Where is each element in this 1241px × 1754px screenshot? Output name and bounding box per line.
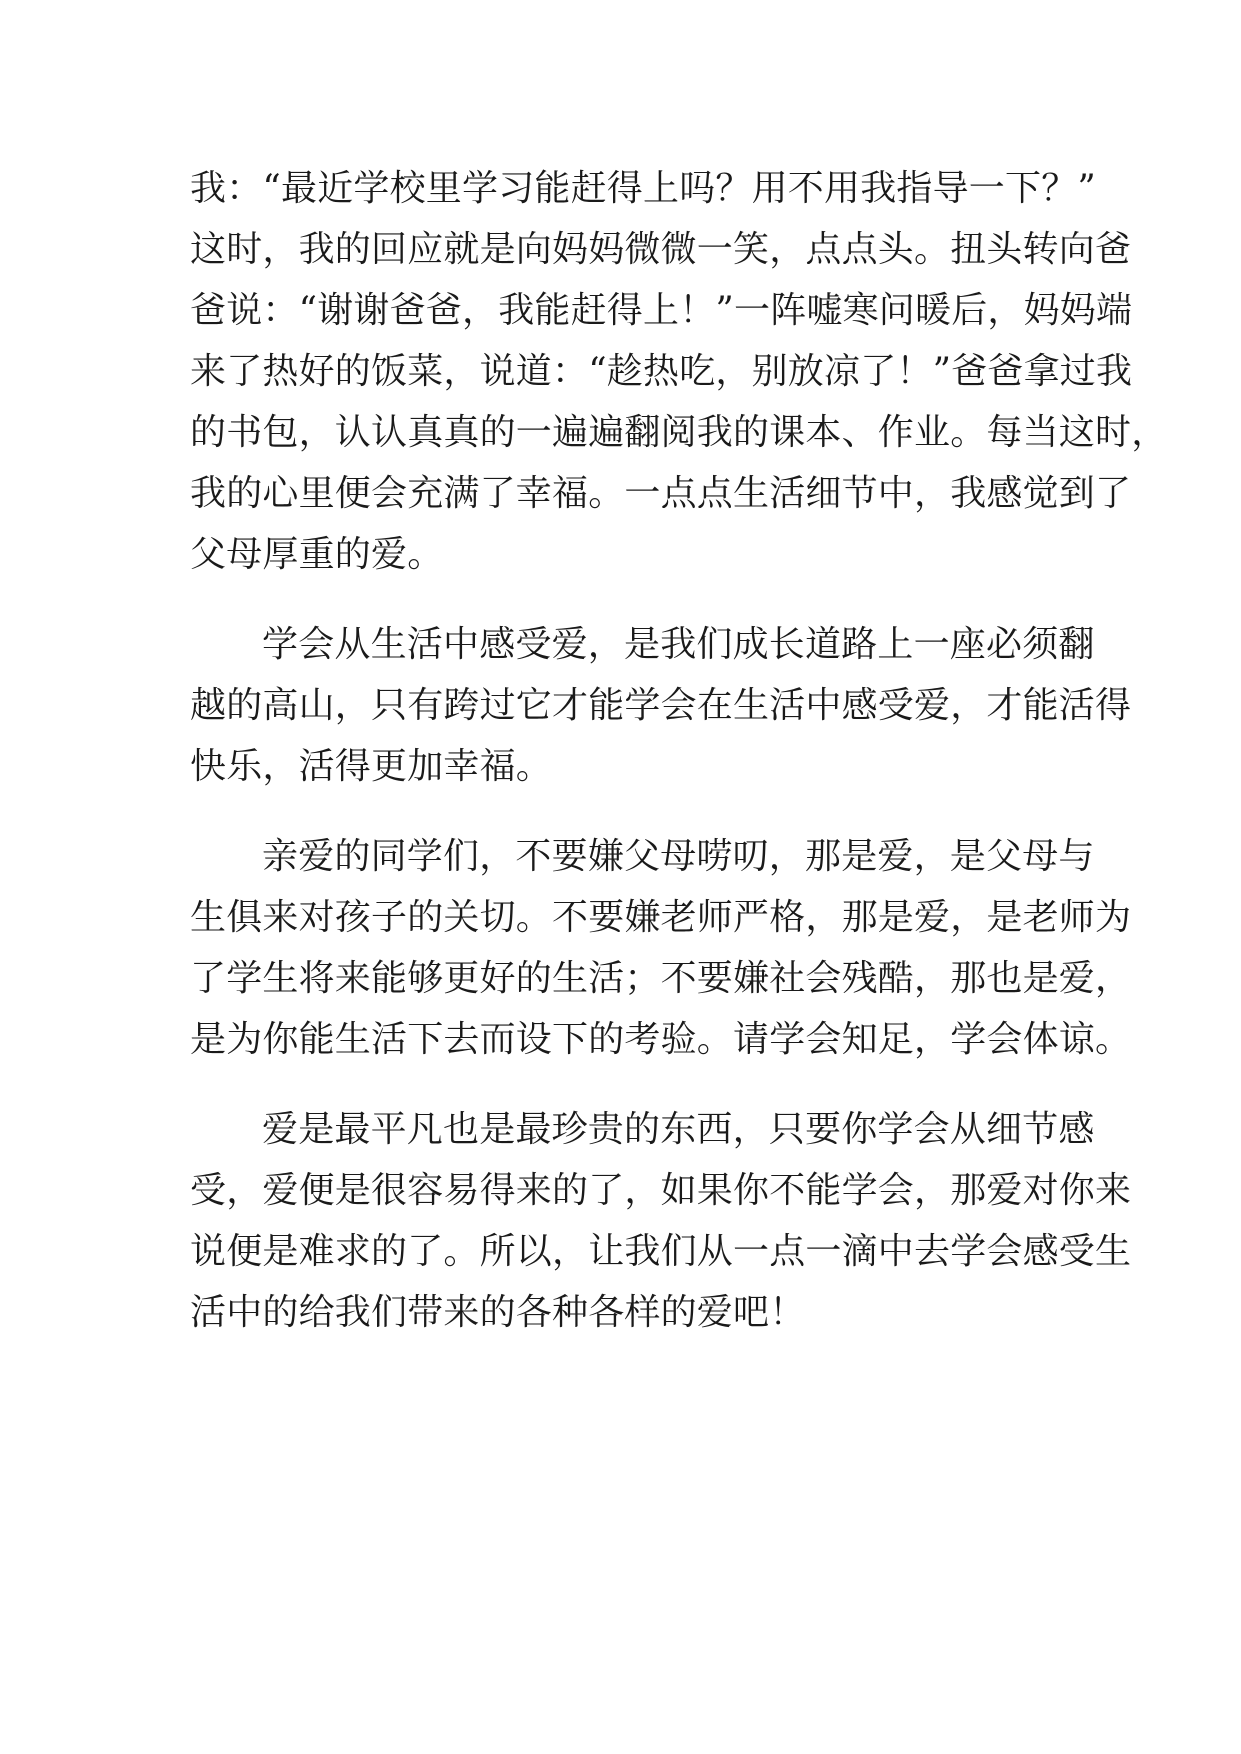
text-line: 我：“最近学校里学习能赶得上吗？用不用我指导一下？”: [190, 168, 1097, 209]
text-line: 学会从生活中感受爱，是我们成长道路上一座必须翻: [262, 624, 1095, 665]
text-line: 越的高山，只有跨过它才能学会在生活中感受爱，才能活得: [190, 685, 1132, 726]
text-line: 这时，我的回应就是向妈妈微微一笑，点点头。扭头转向爸: [190, 229, 1132, 270]
text-line: 是为你能生活下去而设下的考验。请学会知足，学会体谅。: [190, 1019, 1132, 1060]
paragraph-2: [190, 614, 1132, 797]
paragraph-spacing: [190, 1070, 1050, 1099]
text-line: 了学生将来能够更好的生活；不要嫌社会残酷，那也是爱，: [190, 958, 1132, 999]
paragraph-3: [190, 826, 1132, 1070]
paragraph-spacing: [190, 797, 1050, 826]
text-line: 的书包，认认真真的一遍遍翻阅我的课本、作业。每当这时，: [190, 412, 1168, 453]
document-page: [190, 158, 1168, 1343]
text-line: 爱是最平凡也是最珍贵的东西，只要你学会从细节感: [262, 1109, 1095, 1150]
paragraph-1: [190, 158, 1168, 585]
text-line: 父母厚重的爱。: [190, 534, 444, 575]
text-line: 爸说：“谢谢爸爸，我能赶得上！”一阵嘘寒问暖后，妈妈端: [190, 290, 1133, 331]
text-line: 来了热好的饭菜，说道：“趁热吃，别放凉了！”爸爸拿过我: [190, 351, 1133, 392]
text-line: 我的心里便会充满了幸福。一点点生活细节中，我感觉到了: [190, 473, 1132, 514]
paragraph-spacing: [190, 585, 1050, 614]
paragraph-4: [190, 1099, 1132, 1343]
text-line: 生俱来对孩子的关切。不要嫌老师严格，那是爱，是老师为: [190, 897, 1132, 938]
text-line: 活中的给我们带来的各种各样的爱吧！: [190, 1292, 806, 1333]
text-line: 快乐，活得更加幸福。: [190, 746, 553, 787]
text-line: 说便是难求的了。所以，让我们从一点一滴中去学会感受生: [190, 1231, 1132, 1272]
text-line: 受，爱便是很容易得来的了，如果你不能学会，那爱对你来: [190, 1170, 1132, 1211]
text-line: 亲爱的同学们，不要嫌父母唠叨，那是爱，是父母与: [262, 836, 1095, 877]
